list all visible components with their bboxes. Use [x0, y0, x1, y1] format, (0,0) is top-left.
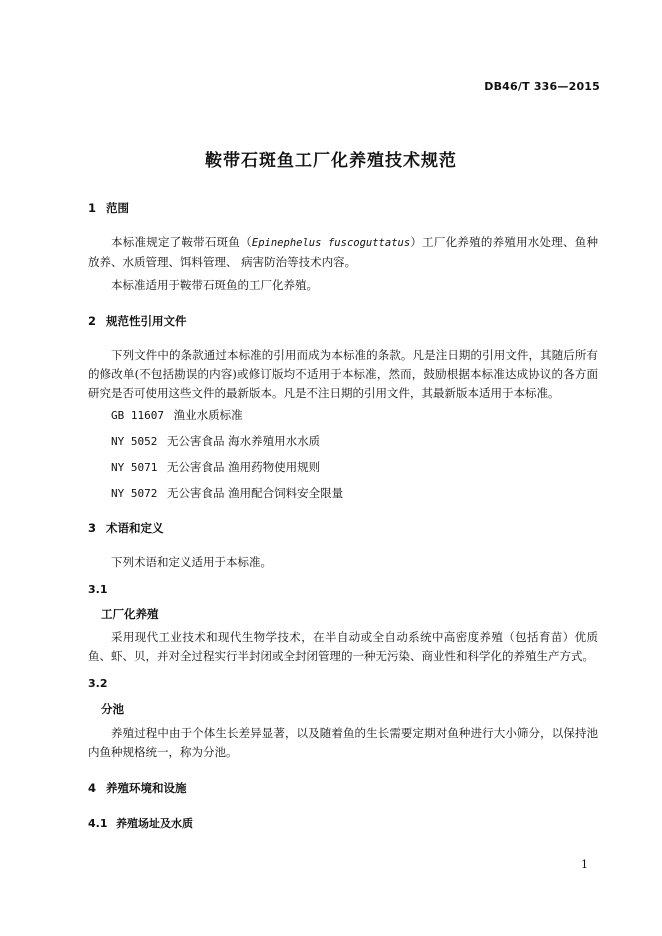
reference-code: NY 5052 — [111, 435, 158, 448]
section-title: 规范性引用文件 — [106, 314, 187, 328]
term-definition: 养殖过程中由于个体生长差异显著，以及随着鱼的生长需要定期对鱼种进行大小筛分，以保持池内鱼种规格统一，称为分池。 — [88, 726, 598, 759]
text-run: 本标准规定了鞍带石斑鱼（ — [111, 235, 252, 249]
page-number: 1 — [581, 858, 588, 871]
term-name: 工厂化养殖 — [101, 607, 159, 621]
reference-title: 无公害食品 海水养殖用水水质 — [167, 434, 321, 448]
section-number: 4 — [88, 781, 97, 795]
section-4-heading — [88, 780, 187, 796]
term-number: 3.2 — [88, 677, 108, 690]
section-title: 术语和定义 — [106, 521, 164, 535]
subsection-4-1-heading — [88, 815, 193, 831]
section-1-paragraph-1 — [88, 233, 598, 272]
text-run: ）工厂化养殖的养殖用水处理、鱼种放养、水质管理、饵料管理、 病害防治等技术内容。 — [88, 235, 599, 269]
reference-item — [111, 407, 243, 423]
reference-title: 无公害食品 渔用配合饲料安全限量 — [167, 486, 344, 500]
section-3-heading — [88, 520, 164, 536]
reference-title: 无公害食品 渔用药物使用规则 — [167, 460, 321, 474]
term-number: 3.1 — [88, 583, 108, 596]
reference-code: GB 11607 — [111, 409, 164, 422]
section-1-heading — [88, 200, 129, 216]
subsection-number: 4.1 — [88, 817, 108, 830]
term-definition: 采用现代工业技术和现代生物学技术，在半自动或全自动系统中高密度养殖（包括育苗）优质鱼、虾、贝，并对全过程实行半封闭或全封闭管理的一种无污染、商业性和科学化的养殖生产方式。 — [88, 630, 598, 663]
reference-code: NY 5072 — [111, 487, 158, 500]
reference-item — [111, 433, 320, 449]
section-2-heading — [88, 313, 187, 329]
section-2-paragraph-1: 下列文件中的条款通过本标准的引用而成为本标准的条款。凡是注日期的引用文件，其随后所有的修改单(不包括勘误的内容)或修订版均不适用于本标准，然而，鼓励根据本标准达成协议的各方面研究是否可使用这些文件的最新版本。凡是不注日期的引用文件，其最新版本适用于本标准。 — [88, 348, 598, 400]
reference-item — [111, 485, 343, 501]
reference-item — [111, 459, 320, 475]
reference-code: NY 5071 — [111, 461, 158, 474]
section-number: 3 — [88, 521, 97, 535]
subsection-title: 养殖场址及水质 — [116, 817, 193, 830]
section-title: 范围 — [106, 201, 129, 215]
section-1-paragraph-2: 本标准适用于鞍带石斑鱼的工厂化养殖。 — [111, 278, 318, 292]
section-number: 2 — [88, 314, 97, 328]
latin-name: Epinephelus fuscoguttatus — [251, 237, 411, 249]
section-number: 1 — [88, 201, 97, 215]
standard-number: DB46/T 336—2015 — [484, 80, 600, 93]
document-title: 鞍带石斑鱼工厂化养殖技术规范 — [205, 151, 457, 171]
term-name: 分池 — [101, 702, 124, 716]
section-title: 养殖环境和设施 — [106, 781, 187, 795]
reference-title: 渔业水质标准 — [173, 408, 243, 422]
section-3-paragraph-1: 下列术语和定义适用于本标准。 — [111, 555, 272, 569]
